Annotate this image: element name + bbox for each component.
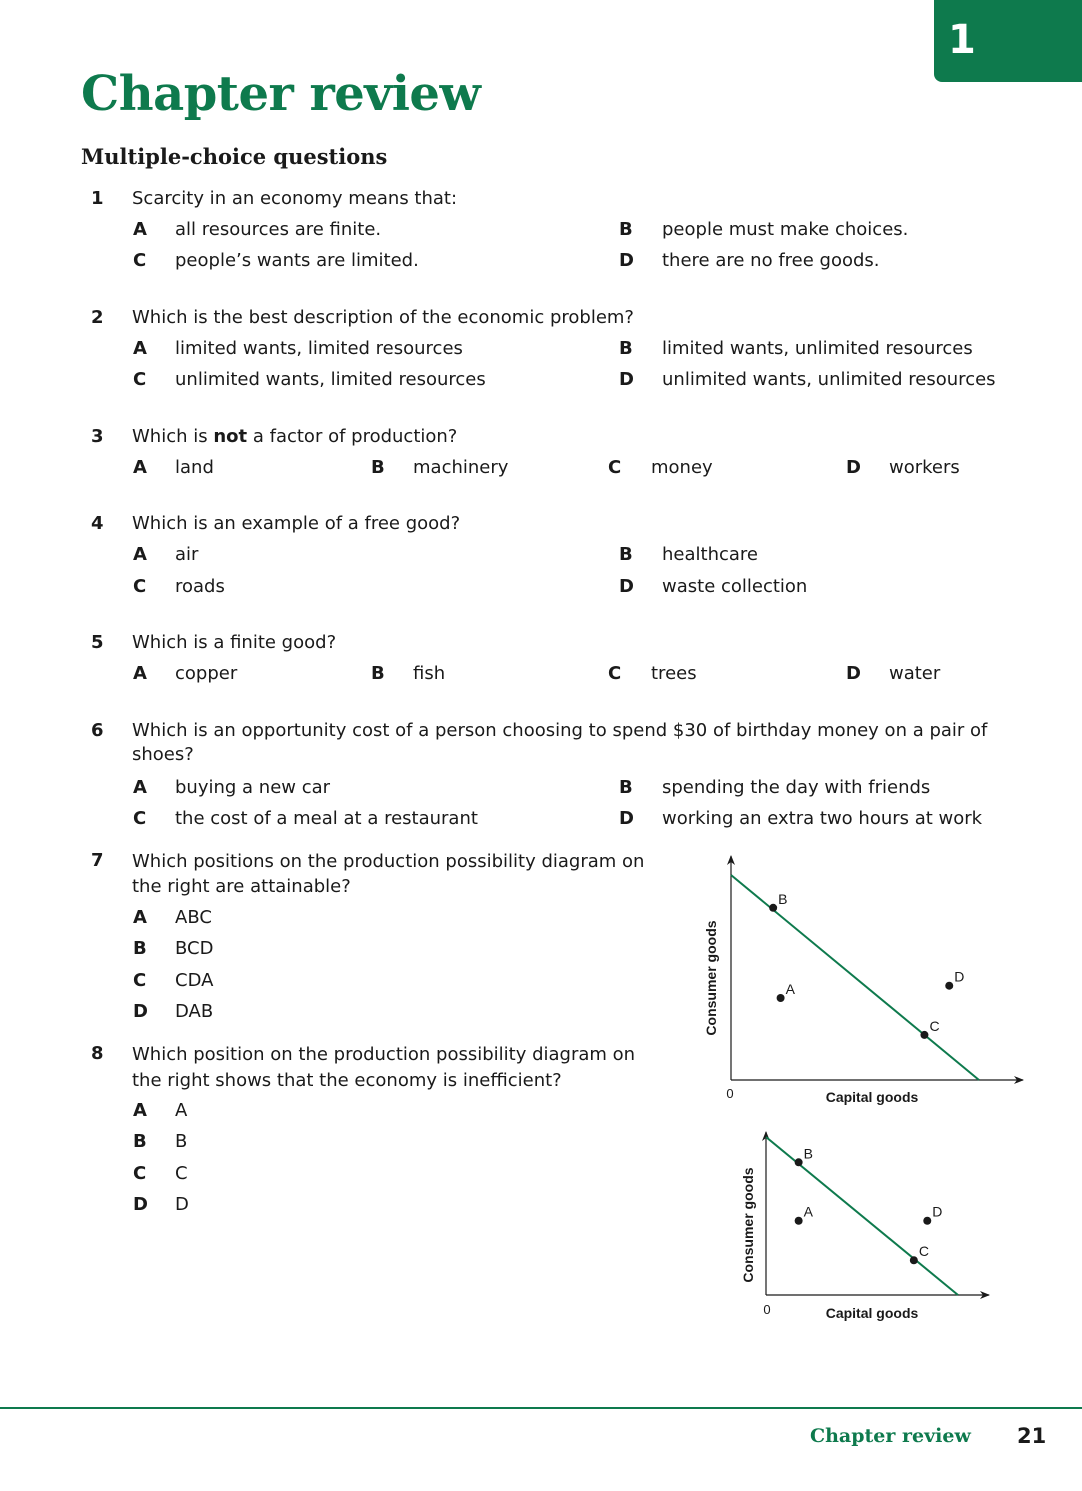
- point-label-b: B: [803, 1145, 813, 1162]
- option-letter: A: [133, 907, 147, 928]
- option-letter: C: [133, 576, 147, 597]
- option-text: C: [175, 1163, 188, 1184]
- option-text: people’s wants are limited.: [175, 250, 419, 271]
- ppf-diagram-large: [690, 850, 1035, 1110]
- option-letter: D: [619, 369, 634, 390]
- option-letter: B: [371, 457, 385, 478]
- option-letter: C: [608, 663, 622, 684]
- point-c: [910, 1256, 918, 1264]
- option-text: working an extra two hours at work: [662, 808, 983, 829]
- option-text: buying a new car: [175, 777, 331, 798]
- option-letter: D: [619, 808, 634, 829]
- point-d: [923, 1217, 931, 1225]
- footer-divider: [0, 1407, 1082, 1409]
- option-letter: C: [608, 457, 622, 478]
- option-letter: D: [619, 576, 634, 597]
- origin-label: 0: [726, 1086, 734, 1101]
- origin-label: 0: [763, 1302, 771, 1317]
- option-text: healthcare: [662, 544, 758, 565]
- option-letter: A: [133, 219, 147, 240]
- option-letter: D: [133, 1001, 148, 1022]
- question-number: 4: [91, 513, 104, 534]
- section-heading: Multiple-choice questions: [81, 144, 388, 169]
- option-letter: C: [133, 1163, 147, 1184]
- question-text: Which is an opportunity cost of a person choosing to spend $30 of birthday money on a pair of shoes?: [132, 720, 988, 765]
- option-letter: A: [133, 338, 147, 359]
- option-letter: C: [133, 250, 147, 271]
- option-text: people must make choices.: [662, 219, 909, 240]
- point-label-d: D: [954, 968, 965, 985]
- option-letter: B: [619, 544, 633, 565]
- option-text: water: [889, 663, 941, 684]
- ppf-line: [766, 1137, 958, 1295]
- option-text: there are no free goods.: [662, 250, 880, 271]
- question-number: 8: [91, 1043, 104, 1064]
- option-text: BCD: [175, 938, 214, 959]
- option-letter: A: [133, 777, 147, 798]
- option-text: all resources are finite.: [175, 219, 382, 240]
- question-text: Which position on the production possibility diagram on the right shows that the economy is inefficient?: [132, 1044, 636, 1091]
- option-text: waste collection: [662, 576, 808, 597]
- option-letter: B: [619, 219, 633, 240]
- option-text: unlimited wants, unlimited resources: [662, 369, 996, 390]
- option-letter: A: [133, 544, 147, 565]
- question-number: 6: [91, 720, 104, 741]
- option-text: roads: [175, 576, 225, 597]
- question-text: Which is an example of a free good?: [132, 513, 461, 534]
- option-letter: D: [619, 250, 634, 271]
- option-text: ABC: [175, 907, 212, 928]
- point-label-d: D: [932, 1203, 943, 1220]
- option-letter: C: [133, 808, 147, 829]
- point-label-b: B: [778, 890, 788, 907]
- question-text: Which is the best description of the economic problem?: [132, 307, 634, 328]
- question-number: 3: [91, 426, 104, 447]
- point-label-a: A: [803, 1203, 813, 1220]
- option-letter: C: [133, 970, 147, 991]
- ppf-diagram-small: [740, 1130, 995, 1325]
- question-number: 7: [91, 850, 104, 871]
- point-label-c: C: [918, 1243, 929, 1260]
- option-text: B: [175, 1131, 188, 1152]
- point-label-a: A: [785, 981, 795, 997]
- footer-title: Chapter review: [810, 1425, 971, 1447]
- page-title: Chapter review: [81, 66, 481, 122]
- option-text: machinery: [413, 457, 509, 478]
- y-axis-label: Consumer goods: [703, 920, 719, 1036]
- option-text: A: [175, 1100, 188, 1121]
- point-a: [777, 994, 785, 1002]
- option-letter: D: [846, 663, 861, 684]
- point-a: [795, 1217, 803, 1225]
- question-text: Which positions on the production possibility diagram on the right are attainable?: [132, 851, 645, 897]
- option-letter: A: [133, 457, 147, 478]
- option-letter: B: [619, 777, 633, 798]
- option-text: the cost of a meal at a restaurant: [175, 808, 478, 829]
- option-text: trees: [651, 663, 697, 684]
- option-text: D: [175, 1194, 189, 1215]
- point-label-c: C: [929, 1017, 940, 1034]
- point-d: [945, 982, 953, 990]
- option-text: air: [175, 544, 199, 565]
- option-letter: B: [371, 663, 385, 684]
- option-text: spending the day with friends: [662, 777, 931, 798]
- question-text-part: Which is: [132, 426, 214, 447]
- option-letter: C: [133, 369, 147, 390]
- option-text: limited wants, limited resources: [175, 338, 463, 359]
- point-c: [920, 1031, 928, 1039]
- option-letter: B: [133, 938, 147, 959]
- option-text: money: [651, 457, 713, 478]
- chapter-number: 1: [948, 17, 976, 63]
- option-text: fish: [413, 663, 446, 684]
- question-text: [132, 425, 457, 449]
- option-letter: B: [133, 1131, 147, 1152]
- y-axis-label: Consumer goods: [740, 1167, 756, 1283]
- question-text: Scarcity in an economy means that:: [132, 188, 458, 209]
- x-axis-label: Capital goods: [825, 1305, 919, 1321]
- page-number: 21: [1017, 1424, 1047, 1448]
- chapter-tab: [934, 0, 1082, 82]
- option-text: workers: [889, 457, 960, 478]
- option-text: land: [175, 457, 214, 478]
- question-text: Which is a finite good?: [132, 632, 337, 653]
- option-text: limited wants, unlimited resources: [662, 338, 973, 359]
- question-number: 1: [91, 188, 104, 209]
- question-number: 2: [91, 307, 104, 328]
- point-b: [769, 904, 777, 912]
- ppf-line: [731, 875, 979, 1080]
- option-letter: A: [133, 1100, 147, 1121]
- option-letter: D: [846, 457, 861, 478]
- question-number: 5: [91, 632, 104, 653]
- option-letter: D: [133, 1194, 148, 1215]
- option-text: copper: [175, 663, 238, 684]
- option-letter: A: [133, 663, 147, 684]
- point-b: [795, 1158, 803, 1166]
- question-text-part: a factor of production?: [247, 426, 458, 447]
- option-letter: B: [619, 338, 633, 359]
- option-text: DAB: [175, 1001, 214, 1022]
- x-axis-label: Capital goods: [825, 1089, 919, 1105]
- option-text: CDA: [175, 970, 214, 991]
- question-text-emphasis: not: [213, 426, 248, 447]
- option-text: unlimited wants, limited resources: [175, 369, 486, 390]
